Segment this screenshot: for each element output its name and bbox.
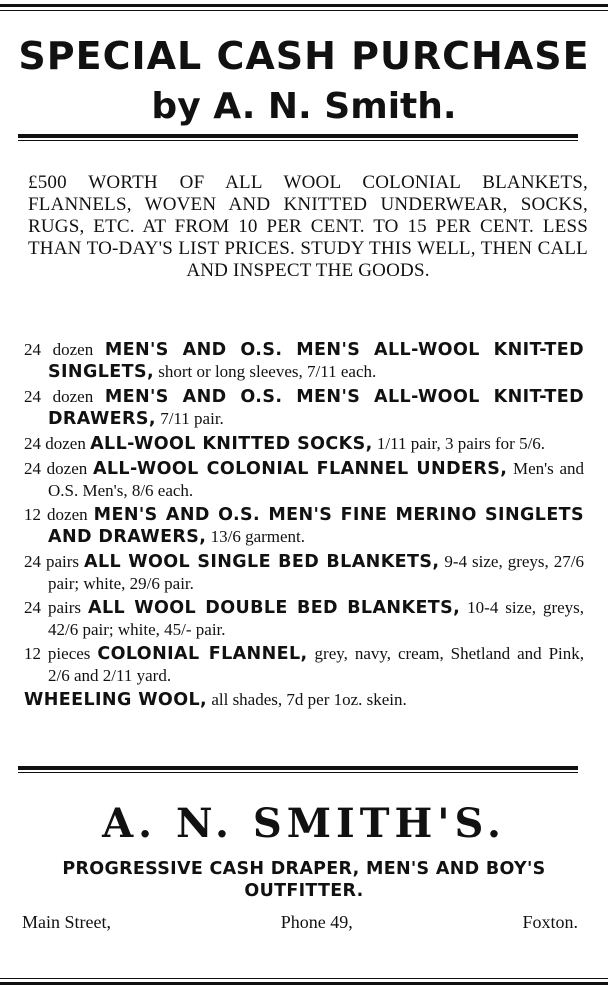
item-description: 13/6 garment. bbox=[210, 527, 306, 546]
store-tagline: PROGRESSIVE CASH DRAPER, MEN'S AND BOY'S OUTFITTER. bbox=[62, 859, 546, 901]
list-item bbox=[24, 339, 584, 383]
item-name: WHEELING WOOL, bbox=[24, 690, 208, 710]
list-item bbox=[24, 458, 584, 501]
item-description: 9-4 size, greys, 27/6 pair; white, 29/6 pair. bbox=[48, 552, 584, 593]
list-item bbox=[24, 386, 584, 430]
item-quantity: 24 pairs bbox=[24, 598, 82, 617]
list-item bbox=[24, 504, 584, 548]
item-name: COLONIAL FLANNEL, bbox=[97, 644, 308, 664]
list-item bbox=[24, 689, 584, 711]
bottom-border-rule-thin bbox=[0, 978, 608, 979]
item-quantity: 12 pieces bbox=[24, 644, 91, 663]
item-quantity: 24 dozen bbox=[24, 459, 88, 478]
item-description: 7/11 pair. bbox=[160, 409, 224, 428]
town-text: Foxton. bbox=[522, 912, 578, 932]
list-item bbox=[24, 433, 584, 455]
item-quantity: 24 dozen bbox=[24, 340, 94, 359]
item-description: grey, navy, cream, Shetland and Pink, 2/6 and 2/11 yard. bbox=[48, 644, 584, 685]
item-name: ALL-WOOL KNITTED SOCKS, bbox=[90, 434, 373, 454]
item-quantity: 24 dozen bbox=[24, 387, 94, 406]
contact-line bbox=[22, 912, 578, 933]
item-description: 10-4 size, greys, 42/6 pair; white, 45/- pair. bbox=[48, 598, 585, 639]
top-border-rule bbox=[0, 4, 608, 7]
item-description: all shades, 7d per 1oz. skein. bbox=[211, 690, 407, 709]
item-name: ALL WOOL DOUBLE BED BLANKETS, bbox=[88, 598, 461, 618]
headline: SPECIAL CASH PURCHASE bbox=[18, 34, 590, 78]
list-item bbox=[24, 597, 584, 640]
item-name: MEN'S AND O.S. MEN'S ALL-WOOL KNIT-TED DRAWERS, bbox=[48, 387, 585, 429]
item-name: ALL-WOOL COLONIAL FLANNEL UNDERS, bbox=[92, 459, 508, 479]
item-quantity: 24 pairs bbox=[24, 552, 80, 571]
subheadline: by A. N. Smith. bbox=[151, 86, 457, 127]
item-quantity: 24 dozen bbox=[24, 434, 86, 453]
store-name: A. N. SMITH'S. bbox=[102, 800, 506, 847]
bottom-border-rule bbox=[0, 982, 608, 985]
item-description: Men's and O.S. Men's, 8/6 each. bbox=[48, 459, 585, 500]
footer-divider bbox=[18, 766, 578, 773]
item-quantity: 12 dozen bbox=[24, 505, 88, 524]
item-name: MEN'S AND O.S. MEN'S ALL-WOOL KNIT-TED SINGLETS, bbox=[48, 340, 585, 382]
item-name: ALL WOOL SINGLE BED BLANKETS, bbox=[84, 552, 440, 572]
list-item bbox=[24, 643, 584, 686]
item-description: 1/11 pair, 3 pairs for 5/6. bbox=[376, 434, 546, 453]
header-divider bbox=[18, 134, 578, 141]
top-border-rule-thin bbox=[0, 10, 608, 11]
phone-text: Phone 49, bbox=[280, 912, 353, 932]
address-text: Main Street, bbox=[22, 912, 111, 932]
item-list bbox=[24, 339, 584, 714]
intro-paragraph: £500 WORTH OF ALL WOOL COLONIAL BLANKETS, FLANNELS, WOVEN AND KNITTED UNDERWEAR, SOCKS, RUGS, ETC. AT FROM 10 PER CENT. TO 15 PER CENT. LESS THAN TO-DAY'S LIST PRICES. STUDY THIS WELL, THEN CALL AND INSPECT THE GOODS. bbox=[28, 172, 588, 281]
item-name: MEN'S AND O.S. MEN'S FINE MERINO SINGLETS AND DRAWERS, bbox=[48, 505, 585, 547]
list-item bbox=[24, 551, 584, 594]
item-description: short or long sleeves, 7/11 each. bbox=[158, 362, 377, 381]
